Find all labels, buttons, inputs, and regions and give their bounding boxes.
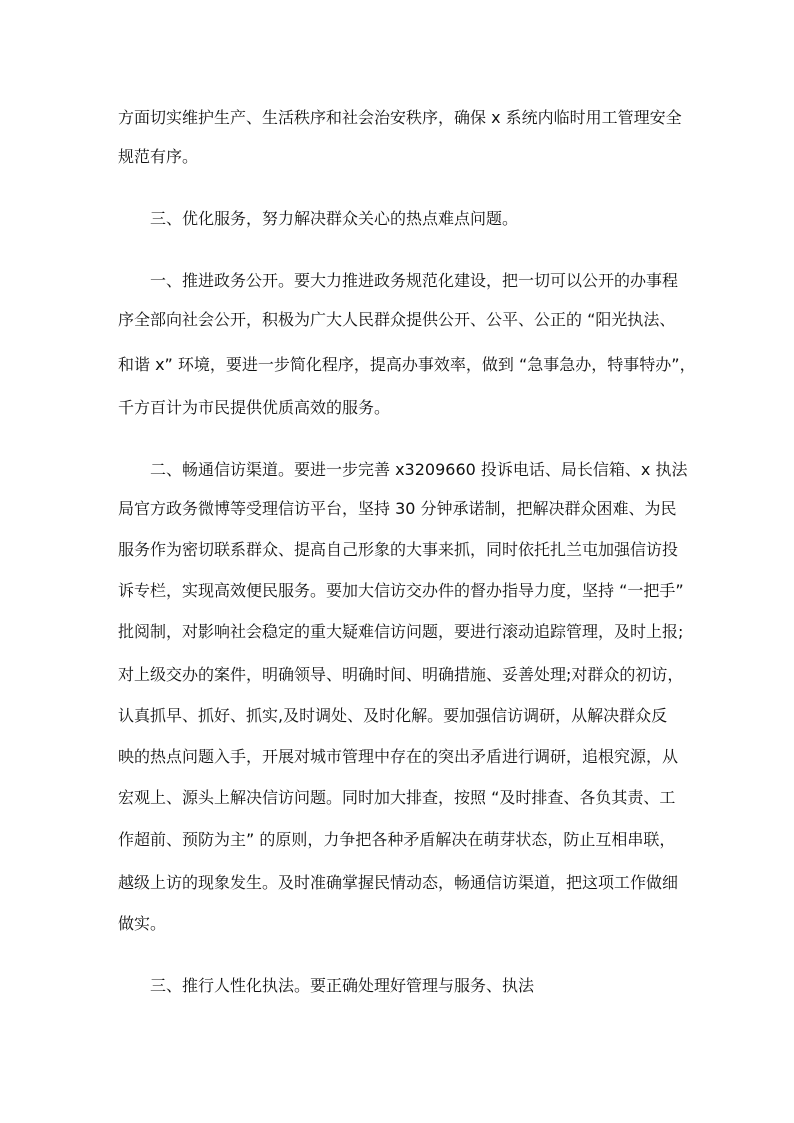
text-line: 一、推进政务公开。要大力推进政务规范化建设，把一切可以公开的办事程	[150, 271, 679, 290]
text-line: 认真抓早、抓好、抓实,及时调处、及时化解。要加强信访调研，从解决群众反	[118, 706, 668, 725]
text-line: 做实。	[118, 914, 167, 933]
text-line: 越级上访的现象发生。及时准确掌握民情动态，畅通信访渠道，把这项工作做细	[118, 873, 679, 892]
section-heading: 三、优化服务，努力解决群众关心的热点难点问题。	[150, 209, 519, 228]
text-line: 作超前、预防为主” 的原则，力争把各种矛盾解决在萌芽状态，防止互相串联，	[118, 830, 676, 849]
text-line: 批阅制，对影响社会稳定的重大疑难信访问题，要进行滚动追踪管理，及时上报;	[118, 622, 684, 641]
text-line: 和谐 x” 环境，要进一步简化程序，提高办事效率，做到 “急事急办，特事特办”，	[118, 355, 696, 374]
text-line: 序全部向社会公开，积极为广大人民群众提供公开、公平、公正的 “阳光执法、	[118, 310, 676, 329]
text-line: 规范有序。	[118, 147, 199, 166]
text-line: 千方百计为市民提供优质高效的服务。	[118, 398, 391, 417]
text-line: 对上级交办的案件，明确领导、明确时间、明确措施、妥善处理;对群众的初访，	[118, 665, 684, 684]
text-line: 服务作为密切联系群众、提高自己形象的大事来抓，同时依托扎兰屯加强信访投	[118, 540, 679, 559]
text-line: 宏观上、源头上解决信访问题。同时加大排查，按照 “及时排查、各负其责、工	[118, 788, 676, 807]
text-line: 映的热点问题入手，开展对城市管理中存在的突出矛盾进行调研，追根究源，从	[118, 747, 679, 766]
text-line: 方面切实维护生产、生活秩序和社会治安秩序，确保 x 系统内临时用工管理安全	[118, 108, 682, 127]
text-line: 二、畅通信访渠道。要进一步完善 x3209660 投诉电话、局长信箱、x 执法	[150, 460, 688, 479]
text-line: 诉专栏，实现高效便民服务。要加大信访交办件的督办指导力度，坚持 “一把手”	[118, 581, 684, 600]
text-line: 局官方政务微博等受理信访平台，坚持 30 分钟承诺制，把解决群众困难、为民	[118, 499, 677, 518]
section-heading: 三、推行人性化执法。要正确处理好管理与服务、执法	[150, 976, 535, 995]
